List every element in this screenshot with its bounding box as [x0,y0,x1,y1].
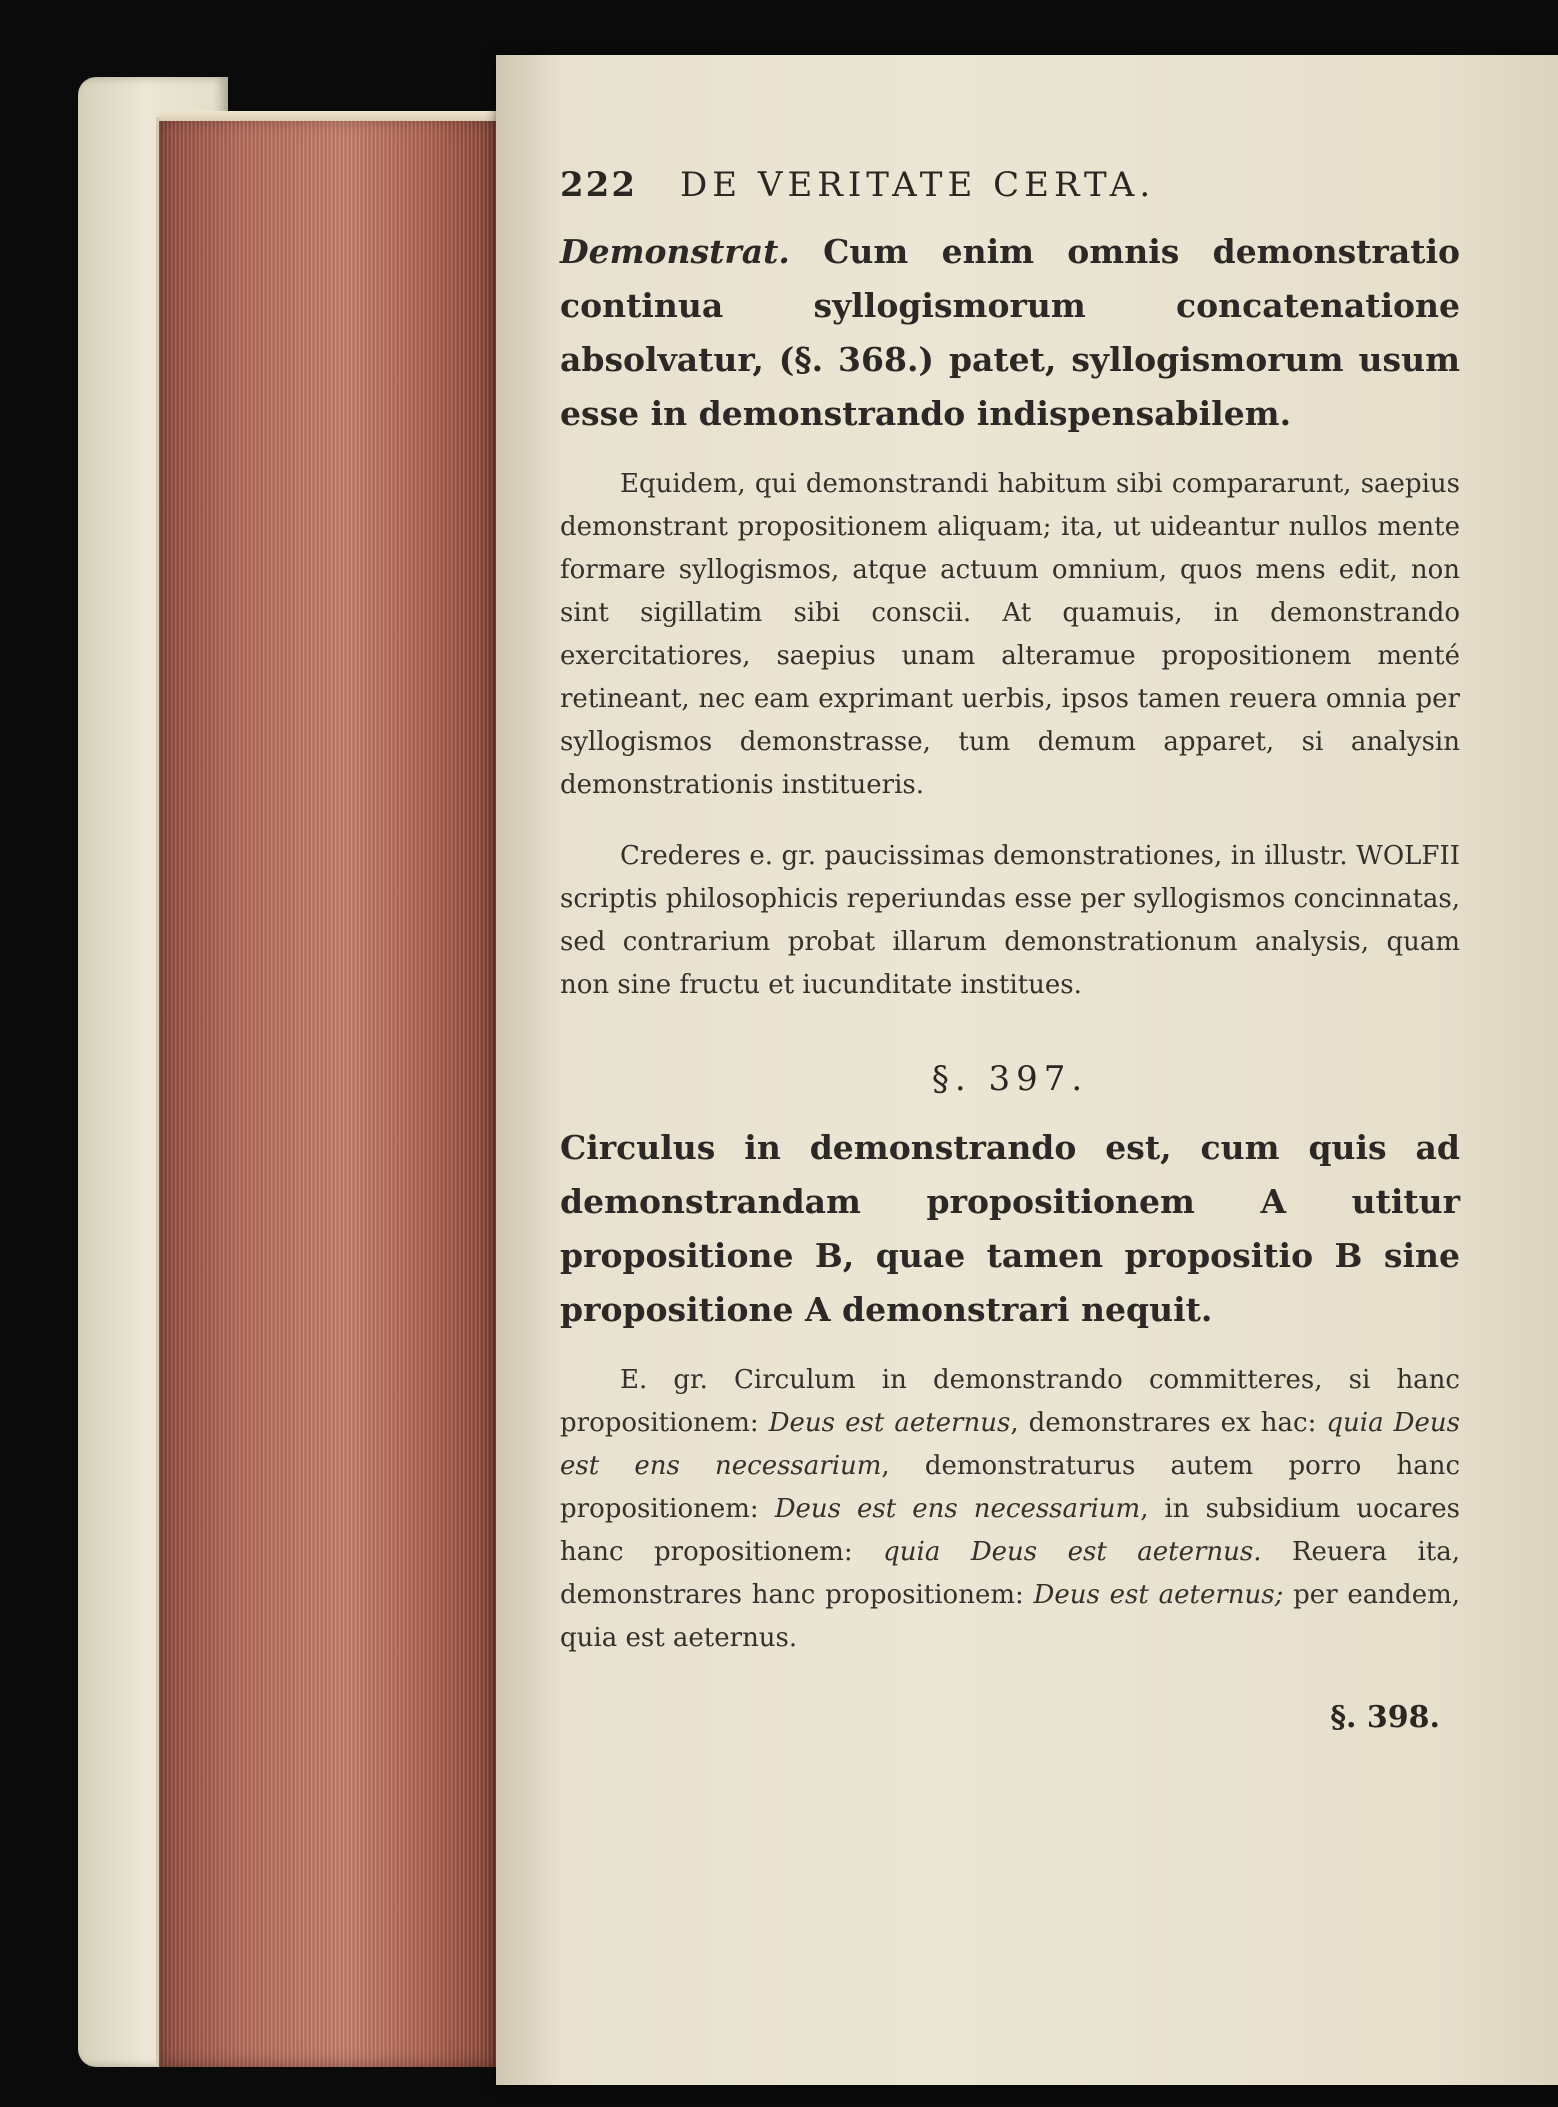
running-head [560,165,1460,225]
example-italic-1: Deus est aeternus [768,1408,1011,1438]
example-paragraph [560,1359,1460,1660]
page-text [560,165,1460,1735]
demonstrat-label: Demonstrat. [560,232,790,271]
demonstrat-text: Cum enim omnis demonstratio continua syllogismorum concatenatione absolvatur, (§. 368.) patet, syllogismorum usum esse in demonstrando indispensabilem. [560,232,1460,433]
running-title: DE VERITATE CERTA. [680,165,1156,205]
section-heading: §. 397. [931,1059,1089,1099]
catchword: §. 398. [1330,1700,1440,1735]
example-italic-4: quia Deus est aeternus. [883,1537,1262,1567]
example-text-4: , in subsidium uocares hanc propositionem: [560,1494,1460,1567]
demonstration-paragraph [560,225,1460,441]
example-italic-5: Deus est aeternus; [1033,1580,1284,1610]
page-edge-highlight [159,111,499,121]
example-italic-3: Deus est ens necessarium [774,1494,1141,1524]
example-text-3: , demonstraturus autem porro hanc propositionem: [560,1451,1461,1524]
definition-paragraph: Circulus in demonstrando est, cum quis ad demonstrandam propositionem A utitur propositione B, quae tamen propositio B sine propositione A demonstrari nequit. [560,1128,1460,1329]
paragraph-crederes: Crederes e. gr. paucissimas demonstrationes, in illustr. WOLFII scriptis philosophicis reperiundas esse per syllogismos concinnatas, sed contrarium probat illarum demonstrationum analysis, quam non sine fructu et iucunditate institues. [560,841,1460,1000]
page-number: 222 [560,165,637,205]
example-text-2: , demonstrares ex hac: [1010,1408,1327,1438]
example-text-1: E. gr. Circulum in demonstrando committeres, si hanc propositionem: [560,1365,1460,1438]
page-block-edge [156,117,499,2067]
example-text-5: Reuera ita, demonstrares hanc propositionem: [560,1537,1460,1610]
example-italic-2: quia Deus est ens necessarium [560,1408,1460,1481]
example-text-6: per eandem, quia est aeternus. [560,1580,1460,1653]
paragraph-equidem: Equidem, qui demonstrandi habitum sibi compararunt, saepius demonstrant propositionem aliquam; ita, ut uideantur nullos mente formare syllogismos, atque actuum omnium, quos mens edit, non sint sigillatim sibi conscii. At quamuis, in demonstrando exercitatiores, saepius unam alteramue propositionem menté retineant, nec eam exprimant uerbis, ipsos tamen reuera omnia per syllogismos demonstrasse, tum demum apparet, si analysin demonstrationis institueris. [560,469,1460,800]
